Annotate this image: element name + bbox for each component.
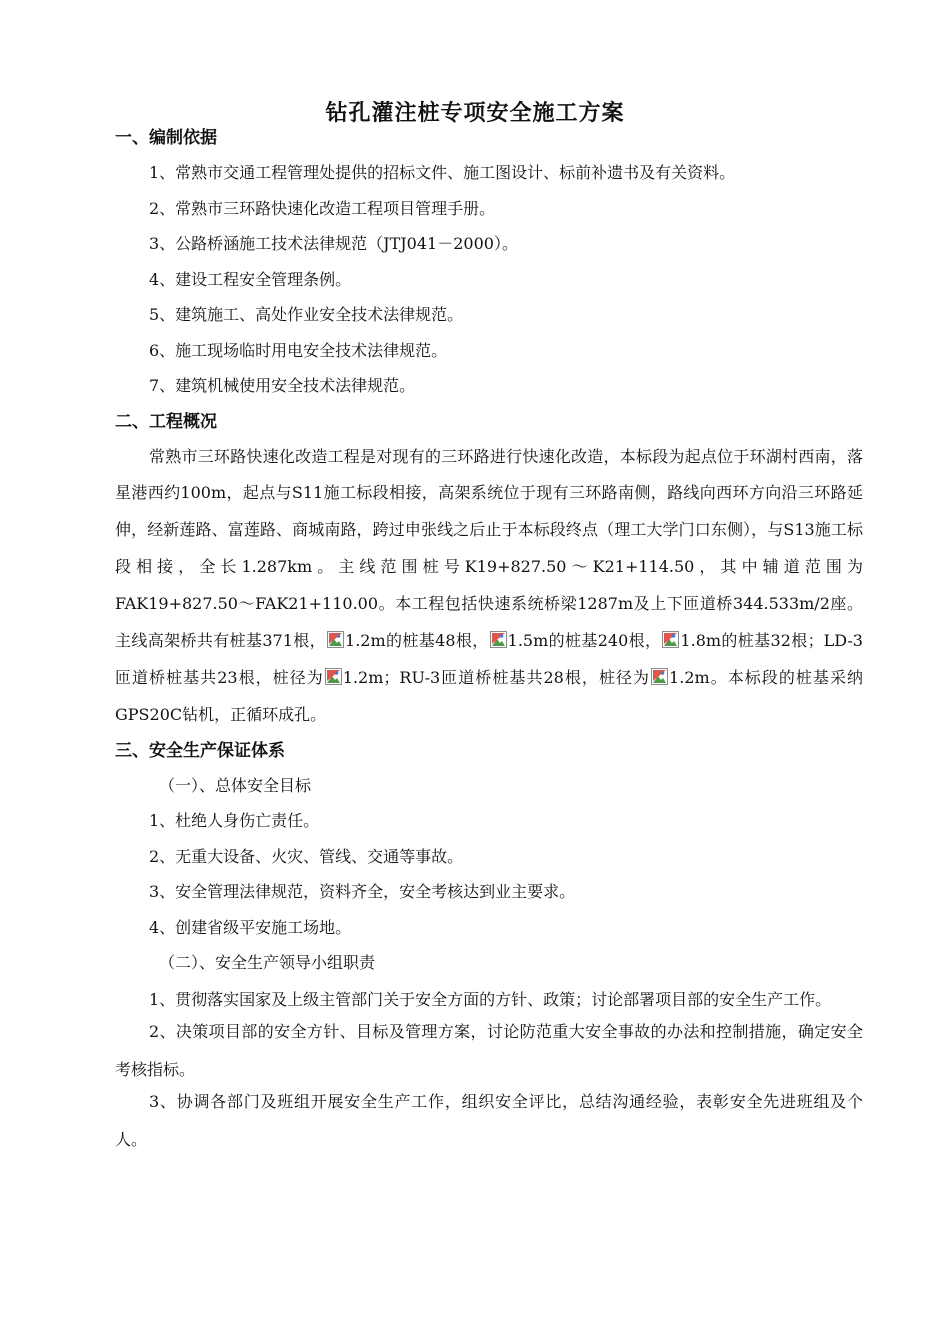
goal-item-4: 4、创建省级平安施工场地。: [149, 917, 352, 937]
basis-item-2: 2、常熟市三环路快速化改造工程项目管理手册。: [149, 198, 496, 218]
duty-paragraph-2: 2、决策项目部的安全方针、目标及管理方案，讨论防范重大安全事故的办法和控制措施，确定安全考核指标。: [115, 1022, 863, 1079]
document-title: 钻孔灌注桩专项安全施工方案: [325, 101, 625, 126]
overview-text-c: 1.5m的桩基240根，: [507, 631, 662, 651]
section-heading-basis: 一、编制依据: [115, 128, 217, 148]
duty-paragraph-3: 3、协调各部门及班组开展安全生产工作，组织安全评比，总结沟通经验，表彰安全先进班组及个人。: [115, 1092, 863, 1149]
broken-image-icon: [325, 668, 342, 685]
overview-text-b: 1.2m的桩基48根，: [345, 631, 489, 651]
section-heading-safety-system: 三、安全生产保证体系: [115, 740, 285, 761]
document-body: [115, 125, 863, 1158]
overview-text-f: 1.2m。本标段的桩基采纳GPS20C钻机，正循环成孔。: [115, 667, 863, 724]
subheading-leadership-duties: （二）、安全生产领导小组职责: [159, 953, 376, 973]
subheading-overall-goals: （一）、总体安全目标: [159, 775, 312, 795]
overview-text-a: 常熟市三环路快速化改造工程是对现有的三环路进行快速化改造，本标段为起点位于环湖村西南，落星港西约100m，起点与S11施工标段相接，高架系统位于现有三环路南侧，路线向西环方向沿三环路延伸，经新莲路、富莲路、商城南路，跨过申张线之后止于本标段终点（理工大学门口东侧），与S13施工标段相接，全长1.287km。主线范围桩号K19+827.50～K21+114.50，其中辅道范围为FAK19+827.50～FAK21+110.00。本工程包括快速系统桥梁1287m及上下匝道桥344.533m/2座。主线高架桥共有桩基371根，: [115, 446, 863, 651]
overview-text-e: 1.2m；RU-3匝道桥桩基共28根，桩径为: [342, 667, 651, 687]
overview-paragraph: [115, 439, 863, 734]
basis-item-5: 5、建筑施工、高处作业安全技术法律规范。: [149, 305, 464, 324]
basis-item-3: 3、公路桥涵施工技术法律规范（JTJ041－2000）。: [149, 234, 518, 253]
broken-image-icon: [651, 668, 668, 685]
broken-image-icon: [327, 631, 344, 648]
overview-text-d: 1.8m的桩基32根；LD-3匝道桥桩基共23根，桩径为: [115, 631, 863, 687]
broken-image-icon: [490, 631, 507, 648]
basis-item-4: 4、建设工程安全管理条例。: [149, 269, 352, 289]
basis-item-6: 6、施工现场临时用电安全技术法律规范。: [149, 340, 448, 360]
goal-item-3: 3、安全管理法律规范，资料齐全，安全考核达到业主要求。: [149, 882, 576, 902]
goal-item-2: 2、无重大设备、火灾、管线、交通等事故。: [149, 846, 464, 866]
basis-item-7: 7、建筑机械使用安全技术法律规范。: [149, 376, 416, 395]
basis-item-1: 1、常熟市交通工程管理处提供的招标文件、施工图设计、标前补遗书及有关资料。: [149, 163, 736, 182]
duty-paragraph-1: 1、贯彻落实国家及上级主管部门关于安全方面的方针、政策；讨论部署项目部的安全生产工作。: [149, 989, 832, 1009]
broken-image-icon: [662, 631, 679, 648]
section-heading-overview: 二、工程概况: [115, 411, 217, 432]
goal-item-1: 1、杜绝人身伤亡责任。: [149, 811, 320, 831]
